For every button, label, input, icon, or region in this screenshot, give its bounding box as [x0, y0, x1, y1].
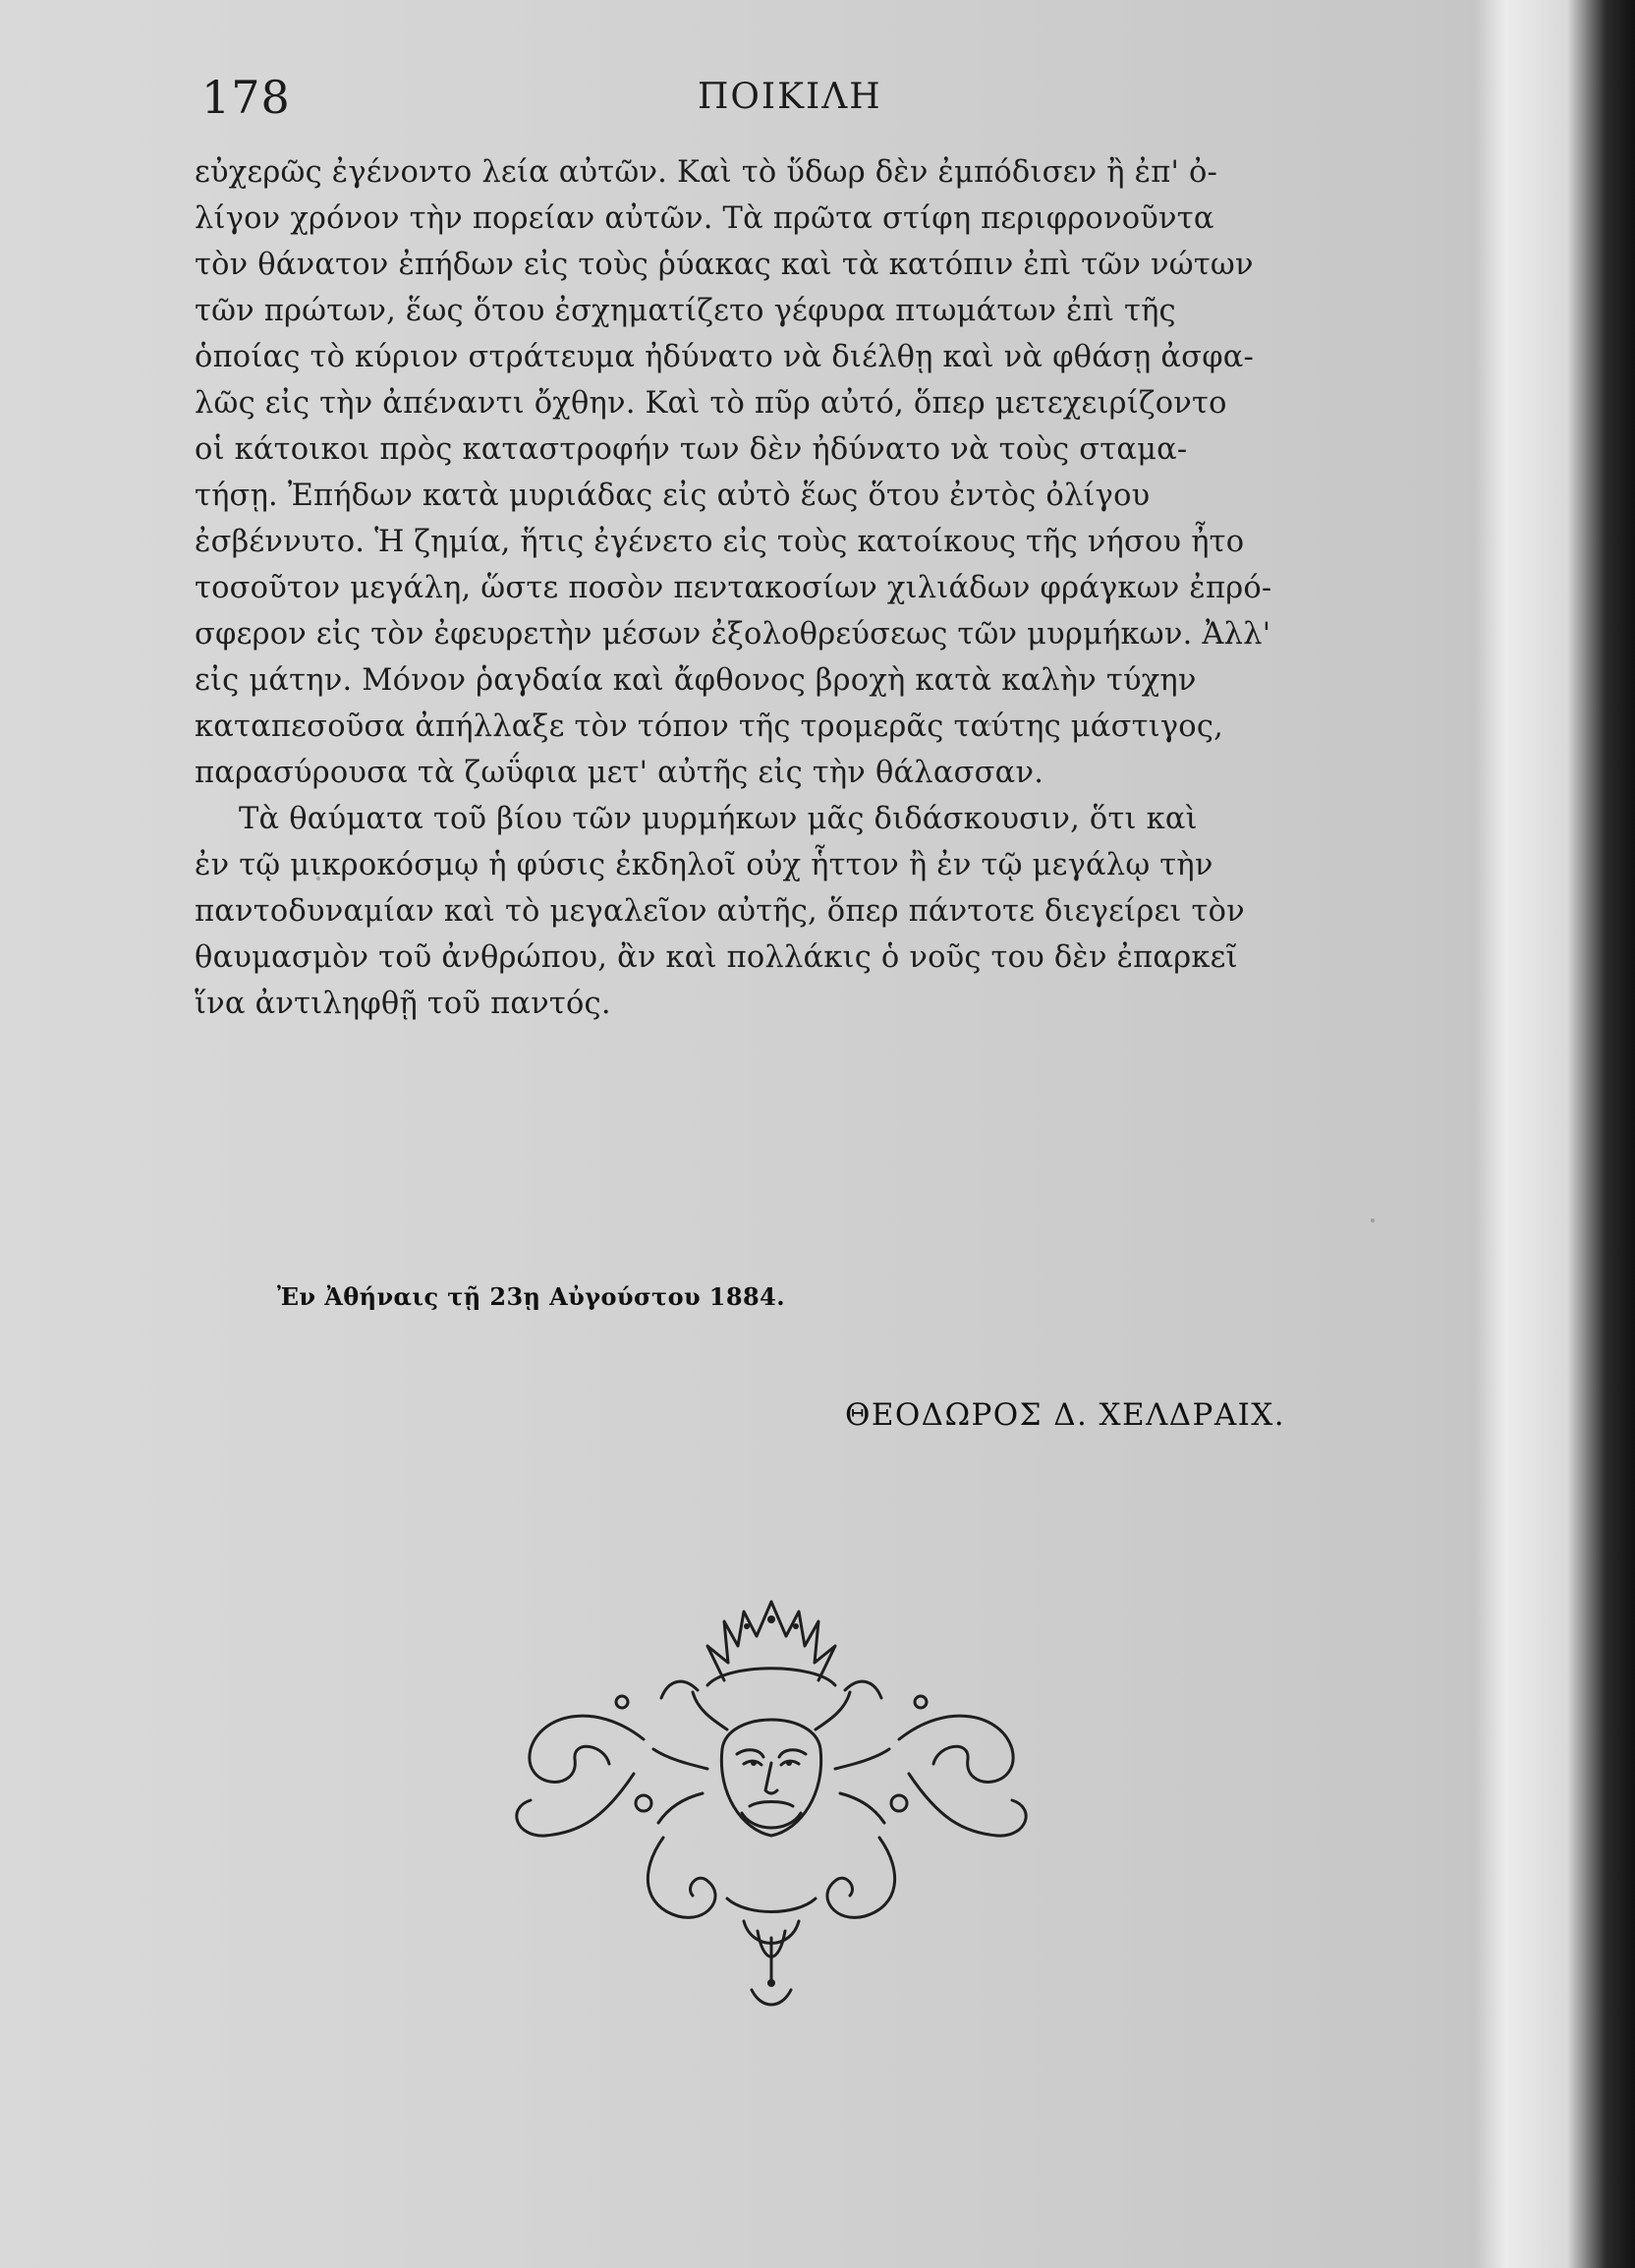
body-text	[195, 149, 1391, 1027]
paragraph-start-line: Τὰ θαύματα τοῦ βίου τῶν μυρμήκων μᾶς διδάσκουσιν, ὅτι καὶ	[239, 802, 1198, 836]
ink-speck	[316, 877, 320, 880]
author-signature: ΘΕΟΔΩΡΟΣ Δ. ΧΕΛΔΡΑΙΧ.	[845, 1397, 1285, 1433]
ink-speck	[1371, 1219, 1375, 1222]
text-line: λῶς εἰς τὴν ἀπέναντι ὄχθην. Καὶ τὸ πῦρ αὐτό, ὅπερ μετεχειρίζοντο	[195, 386, 1227, 421]
running-head: ΠΟΙΚΙΛΗ	[698, 77, 882, 117]
text-line: ἵνα ἀντιληφθῇ τοῦ παντός.	[195, 987, 611, 1021]
text-line: ἐν τῷ μικροκόσμῳ ἡ φύσις ἐκδηλοῖ οὐχ ἧττον ἢ ἐν τῷ μεγάλῳ τὴν	[195, 848, 1213, 882]
text-line: τὸν θάνατον ἐπήδων εἰς τοὺς ῥύακας καὶ τὰ κατόπιν ἐπὶ τῶν νώτων	[195, 248, 1254, 282]
text-line: τήσῃ. Ἐπήδων κατὰ μυριάδας εἰς αὐτὸ ἕως ὅτου ἐντὸς ὀλίγου	[195, 479, 1151, 513]
dateline: Ἐν Ἀθήναις τῇ 23ῃ Αὐγούστου 1884.	[277, 1282, 785, 1311]
text-line: παντοδυναμίαν καὶ τὸ μεγαλεῖον αὐτῆς, ὅπερ πάντοτε διεγείρει τὸν	[195, 894, 1245, 929]
ink-speck	[987, 722, 991, 726]
text-line: τῶν πρώτων, ἕως ὅτου ἐσχηματίζετο γέφυρα πτωμάτων ἐπὶ τῆς	[195, 294, 1176, 328]
text-line: τοσοῦτον μεγάλη, ὥστε ποσὸν πεντακοσίων χιλιάδων φράγκων ἐπρό-	[195, 571, 1272, 605]
fleuron-mask-icon	[496, 1592, 1046, 2014]
page-number: 178	[201, 71, 291, 124]
text-line: οἱ κάτοικοι πρὸς καταστροφήν των δὲν ἠδύνατο νὰ τοὺς σταμα-	[195, 432, 1188, 467]
book-gutter	[1474, 0, 1635, 2268]
text-line: παρασύρουσα τὰ ζωΰφια μετ' αὐτῆς εἰς τὴν θάλασσαν.	[195, 756, 1044, 790]
text-line: ἐσβέννυτο. Ἡ ζημία, ἥτις ἐγένετο εἰς τοὺς κατοίκους τῆς νήσου ἦτο	[195, 525, 1245, 559]
text-line: λίγον χρόνον τὴν πορείαν αὐτῶν. Τὰ πρῶτα στίφη περιφρονοῦντα	[195, 201, 1214, 236]
text-line: καταπεσοῦσα ἀπήλλαξε τὸν τόπον τῆς τρομερᾶς ταύτης μάστιγος,	[195, 709, 1224, 744]
text-line: εὐχερῶς ἐγένοντο λεία αὐτῶν. Καὶ τὸ ὕδωρ δὲν ἐμπόδισεν ἢ ἐπ' ὀ-	[195, 155, 1218, 190]
text-line: ὁποίας τὸ κύριον στράτευμα ἠδύνατο νὰ διέλθῃ καὶ νὰ φθάσῃ ἀσφα-	[195, 340, 1255, 374]
text-line: εἰς μάτην. Μόνον ῥαγδαία καὶ ἄφθονος βροχὴ κατὰ καλὴν τύχην	[195, 663, 1197, 698]
text-line: θαυμασμὸν τοῦ ἀνθρώπου, ἂν καὶ πολλάκις ὁ νοῦς του δὲν ἐπαρκεῖ	[195, 940, 1238, 975]
text-line: σφερον εἰς τὸν ἐφευρετὴν μέσων ἐξολοθρεύσεως τῶν μυρμήκων. Ἀλλ'	[195, 617, 1271, 652]
